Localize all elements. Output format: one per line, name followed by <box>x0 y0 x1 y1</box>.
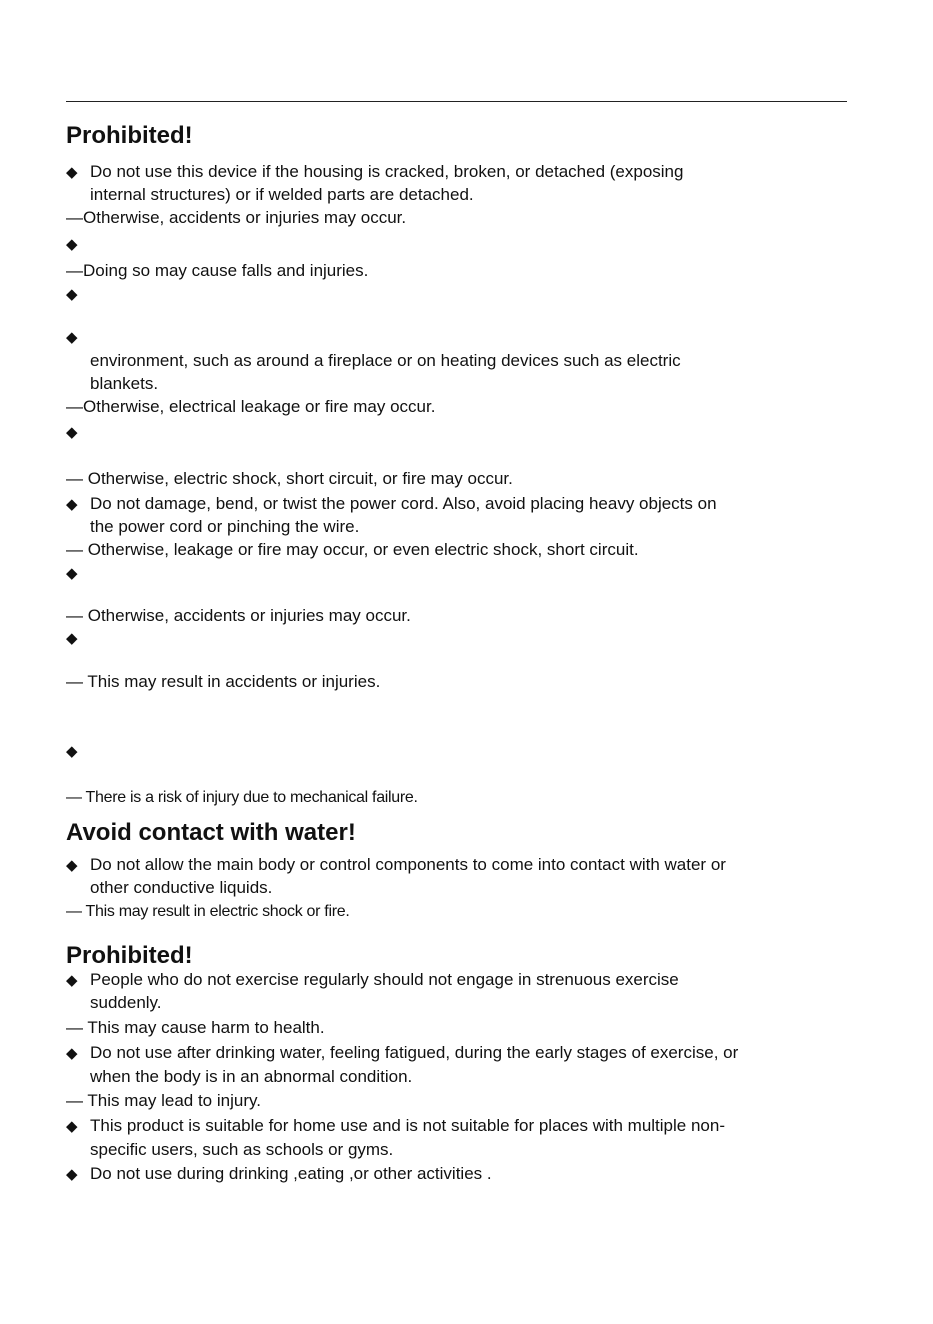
text-line: — This may lead to injury. <box>66 1091 261 1110</box>
text-line: when the body is in an abnormal condition. <box>90 1067 413 1086</box>
text-line: People who do not exercise regularly should not engage in strenuous exercise <box>90 970 679 989</box>
text-line: — This may cause harm to health. <box>66 1018 325 1037</box>
section-heading-avoid-water: Avoid contact with water! <box>66 819 356 846</box>
bullet-icon: ◆ <box>66 565 78 582</box>
header-rule <box>66 101 847 102</box>
text-line: environment, such as around a fireplace or on heating devices such as electric <box>90 351 681 370</box>
text-line: —Otherwise, electrical leakage or fire may occur. <box>66 397 436 416</box>
bullet-icon: ◆ <box>66 1166 78 1183</box>
text-line: Do not use during drinking ,eating ,or other activities . <box>90 1164 492 1183</box>
text-line: — Otherwise, electric shock, short circuit, or fire may occur. <box>66 469 513 488</box>
bullet-icon: ◆ <box>66 496 78 513</box>
text-line: Do not use after drinking water, feeling fatigued, during the early stages of exercise, or <box>90 1043 739 1062</box>
text-line: Do not damage, bend, or twist the power cord. Also, avoid placing heavy objects on <box>90 494 717 513</box>
text-line: — This may result in electric shock or fire. <box>66 903 350 920</box>
section-heading-prohibited-1: Prohibited! <box>66 122 193 149</box>
text-line: —Doing so may cause falls and injuries. <box>66 261 369 280</box>
text-line: — This may result in accidents or injuries. <box>66 672 381 691</box>
bullet-icon: ◆ <box>66 329 78 346</box>
text-line: other conductive liquids. <box>90 878 273 897</box>
text-line: Do not use this device if the housing is cracked, broken, or detached (exposing <box>90 162 684 181</box>
text-line: Do not allow the main body or control components to come into contact with water or <box>90 855 726 874</box>
bullet-icon: ◆ <box>66 1045 78 1062</box>
text-line: —Otherwise, accidents or injuries may occur. <box>66 208 407 227</box>
text-line: blankets. <box>90 374 159 393</box>
bullet-icon: ◆ <box>66 1118 78 1135</box>
bullet-icon: ◆ <box>66 630 78 647</box>
text-line: the power cord or pinching the wire. <box>90 517 360 536</box>
text-line: This product is suitable for home use and is not suitable for places with multiple non- <box>90 1116 725 1135</box>
text-line: internal structures) or if welded parts are detached. <box>90 185 474 204</box>
bullet-icon: ◆ <box>66 424 78 441</box>
text-line: — Otherwise, leakage or fire may occur, or even electric shock, short circuit. <box>66 540 639 559</box>
text-line: — Otherwise, accidents or injuries may occur. <box>66 606 411 625</box>
bullet-icon: ◆ <box>66 286 78 303</box>
text-line: specific users, such as schools or gyms. <box>90 1140 394 1159</box>
bullet-icon: ◆ <box>66 236 78 253</box>
bullet-icon: ◆ <box>66 857 78 874</box>
bullet-icon: ◆ <box>66 164 78 181</box>
text-line: — There is a risk of injury due to mechanical failure. <box>66 789 418 806</box>
text-line: suddenly. <box>90 993 162 1012</box>
bullet-icon: ◆ <box>66 972 78 989</box>
section-heading-prohibited-2: Prohibited! <box>66 942 193 969</box>
bullet-icon: ◆ <box>66 743 78 760</box>
